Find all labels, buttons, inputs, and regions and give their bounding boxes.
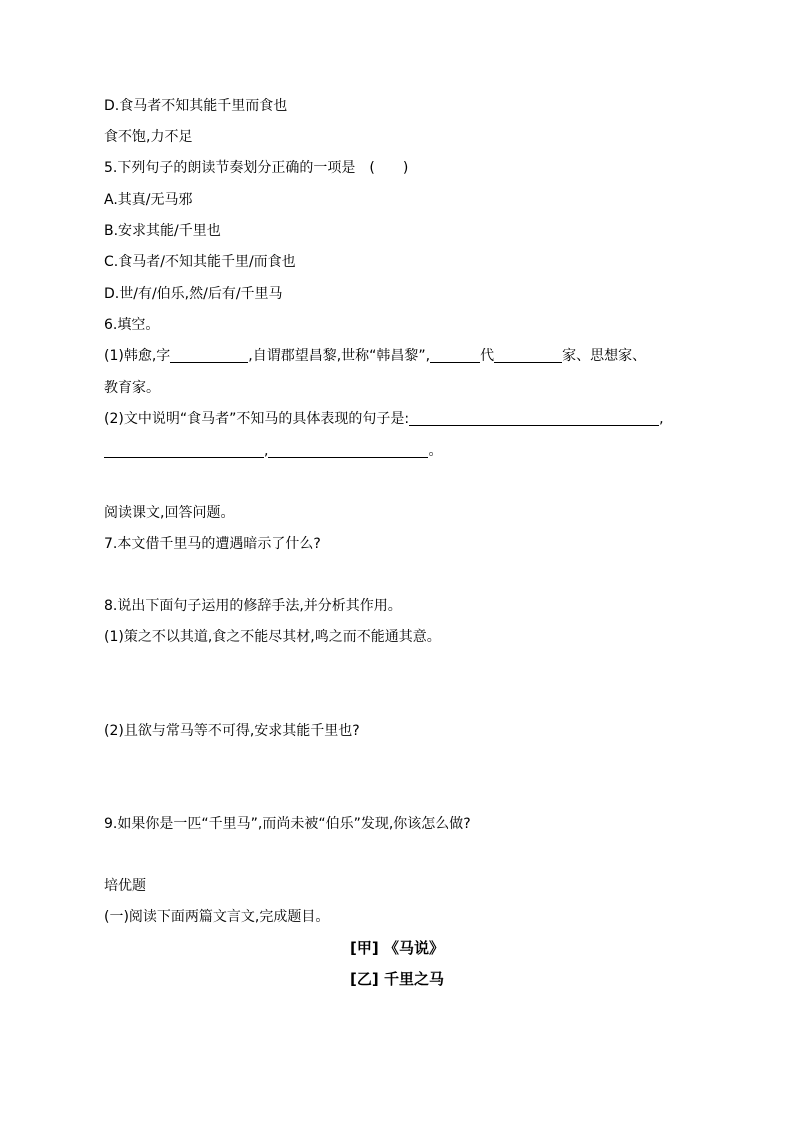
blank-zi[interactable] [170, 348, 248, 363]
question-6: 6.填空。 [104, 317, 160, 333]
q6-1-text-a: (1)韩愈,字 [104, 348, 171, 364]
reading-instruction: 阅读课文,回答问题。 [104, 505, 235, 521]
section-instruction: (一)阅读下面两篇文言文,完成题目。 [104, 909, 330, 925]
q5-option-a: A.其真/无马邪 [104, 192, 193, 208]
q6-1-text-b: ,自谓郡望昌黎,世称“韩昌黎”, [248, 348, 431, 364]
q6-1-text-d: 家、思想家、 [562, 348, 647, 364]
q6-2-text: (2)文中说明“食马者”不知马的具体表现的句子是: [104, 411, 410, 427]
q6-1-text-c: 代 [480, 348, 495, 364]
blank-dynasty[interactable] [430, 348, 480, 363]
question-8: 8.说出下面句子运用的修辞手法,并分析其作用。 [104, 598, 402, 614]
q6-2-continued [104, 441, 442, 461]
q6-part-1 [104, 346, 646, 366]
comma: , [659, 411, 664, 427]
q5-option-b: B.安求其能/千里也 [104, 223, 221, 239]
q5-option-d: D.世/有/伯乐,然/后有/千里马 [104, 286, 283, 302]
q6-part-2 [104, 409, 664, 429]
blank-genre[interactable] [494, 348, 562, 363]
question-5: 5.下列句子的朗读节奏划分正确的一项是 ( ) [104, 160, 409, 176]
passage-title-jia: [甲] 《马说》 [350, 939, 444, 957]
passage-title-yi: [乙] 千里之马 [350, 970, 444, 988]
blank-sentence-3[interactable] [268, 443, 428, 458]
blank-sentence-1[interactable] [409, 411, 659, 426]
q8-sentence-1: (1)策之不以其道,食之不能尽其材,鸣之而不能通其意。 [104, 629, 441, 645]
answer-line: 食不饱,力不足 [104, 129, 193, 145]
question-7: 7.本文借千里马的遭遇暗示了什么? [104, 536, 321, 552]
section-heading: 培优题 [104, 878, 146, 894]
q6-1-continued: 教育家。 [104, 380, 160, 396]
question-9: 9.如果你是一匹“千里马”,而尚未被“伯乐”发现,你该怎么做? [104, 816, 471, 832]
full-stop: 。 [428, 443, 443, 459]
q5-option-c: C.食马者/不知其能千里/而食也 [104, 254, 296, 270]
comma: , [264, 443, 269, 459]
q8-sentence-2: (2)且欲与常马等不可得,安求其能千里也? [104, 723, 360, 739]
blank-sentence-2[interactable] [104, 443, 264, 458]
option-d-previous: D.食马者不知其能千里而食也 [104, 98, 288, 114]
